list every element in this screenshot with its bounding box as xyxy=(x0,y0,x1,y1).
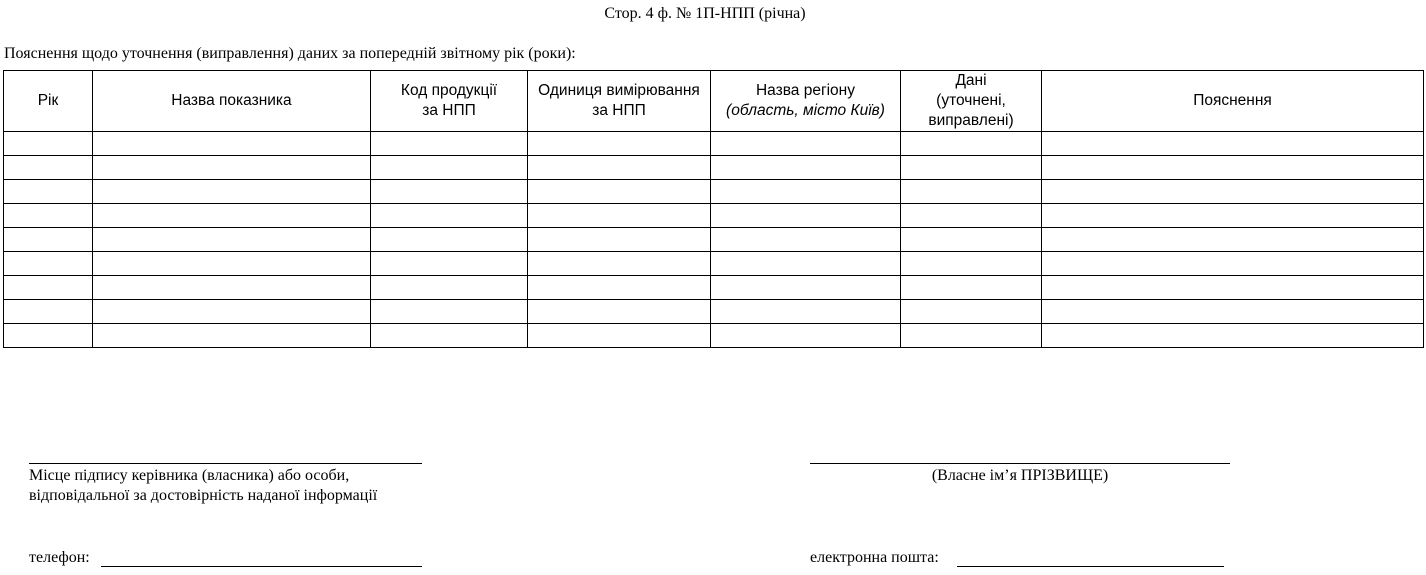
table-cell[interactable] xyxy=(1042,180,1424,204)
table-cell[interactable] xyxy=(901,252,1042,276)
signature-caption-line2: відповідальної за достовірність наданої інформації xyxy=(29,487,378,504)
column-header-indicator-name: Назва показника xyxy=(93,71,371,132)
table-cell[interactable] xyxy=(1042,204,1424,228)
table-cell[interactable] xyxy=(4,156,93,180)
table-cell[interactable] xyxy=(371,156,528,180)
table-cell[interactable] xyxy=(4,132,93,156)
table-cell[interactable] xyxy=(528,228,711,252)
table-row xyxy=(4,276,1424,300)
table-cell[interactable] xyxy=(93,204,371,228)
table-cell[interactable] xyxy=(901,324,1042,348)
table-cell[interactable] xyxy=(4,300,93,324)
table-cell[interactable] xyxy=(901,276,1042,300)
table-cell[interactable] xyxy=(711,180,901,204)
table-cell[interactable] xyxy=(1042,156,1424,180)
table-cell[interactable] xyxy=(371,228,528,252)
corrections-table xyxy=(3,70,1424,348)
table-cell[interactable] xyxy=(711,204,901,228)
table-cell[interactable] xyxy=(901,228,1042,252)
table-cell[interactable] xyxy=(711,156,901,180)
column-header-product-code xyxy=(371,71,528,132)
table-cell[interactable] xyxy=(371,204,528,228)
table-cell[interactable] xyxy=(4,204,93,228)
table-cell[interactable] xyxy=(711,252,901,276)
table-cell[interactable] xyxy=(711,228,901,252)
table-row xyxy=(4,228,1424,252)
table-cell[interactable] xyxy=(1042,252,1424,276)
page-header: Стор. 4 ф. № 1П-НПП (річна) xyxy=(604,5,806,22)
signature-caption-line1: Місце підпису керівника (власника) або особи, xyxy=(29,467,350,484)
table-row xyxy=(4,252,1424,276)
table-cell[interactable] xyxy=(93,156,371,180)
phone-field[interactable] xyxy=(101,566,422,567)
table-cell[interactable] xyxy=(93,324,371,348)
table-cell[interactable] xyxy=(93,228,371,252)
table-row xyxy=(4,156,1424,180)
table-cell[interactable] xyxy=(901,204,1042,228)
column-header-explanation: Пояснення xyxy=(1042,71,1424,132)
email-field[interactable] xyxy=(957,566,1224,567)
table-cell[interactable] xyxy=(371,300,528,324)
table-cell[interactable] xyxy=(711,132,901,156)
column-header-region xyxy=(711,71,901,132)
table-cell[interactable] xyxy=(711,276,901,300)
table-row xyxy=(4,204,1424,228)
region-subtitle: (область, місто Київ) xyxy=(726,102,885,119)
column-header-year: Рік xyxy=(4,71,93,132)
column-header-unit xyxy=(528,71,711,132)
table-row xyxy=(4,180,1424,204)
table-cell[interactable] xyxy=(1042,324,1424,348)
table-cell[interactable] xyxy=(4,180,93,204)
table-cell[interactable] xyxy=(528,132,711,156)
table-cell[interactable] xyxy=(4,324,93,348)
table-cell[interactable] xyxy=(528,276,711,300)
table-cell[interactable] xyxy=(1042,276,1424,300)
table-cell[interactable] xyxy=(4,252,93,276)
unit-label: Одиниця вимірювання за НПП xyxy=(538,82,700,119)
table-cell[interactable] xyxy=(901,180,1042,204)
table-cell[interactable] xyxy=(93,300,371,324)
signature-line-left[interactable] xyxy=(29,463,422,464)
data-label: Дані (уточнені, виправлені) xyxy=(928,72,1014,129)
name-line-right[interactable] xyxy=(810,463,1230,464)
table-cell[interactable] xyxy=(901,132,1042,156)
table-cell[interactable] xyxy=(93,180,371,204)
table-cell[interactable] xyxy=(528,300,711,324)
table-cell[interactable] xyxy=(901,300,1042,324)
table-cell[interactable] xyxy=(371,276,528,300)
name-caption: (Власне ім’я ПРІЗВИЩЕ) xyxy=(931,467,1109,484)
table-cell[interactable] xyxy=(528,324,711,348)
table-cell[interactable] xyxy=(371,252,528,276)
table-cell[interactable] xyxy=(1042,300,1424,324)
table-header-row xyxy=(4,71,1424,132)
table-cell[interactable] xyxy=(711,324,901,348)
table-cell[interactable] xyxy=(528,156,711,180)
table-cell[interactable] xyxy=(371,132,528,156)
table-cell[interactable] xyxy=(93,276,371,300)
table-cell[interactable] xyxy=(93,252,371,276)
column-header-data xyxy=(901,71,1042,132)
intro-text: Пояснення щодо уточнення (виправлення) даних за попередній звітному рік (роки): xyxy=(4,45,576,62)
table-cell[interactable] xyxy=(93,132,371,156)
table-cell[interactable] xyxy=(528,204,711,228)
phone-label: телефон: xyxy=(29,549,90,566)
table-cell[interactable] xyxy=(528,252,711,276)
table-cell[interactable] xyxy=(371,180,528,204)
table-cell[interactable] xyxy=(711,300,901,324)
table-cell[interactable] xyxy=(4,276,93,300)
table-row xyxy=(4,324,1424,348)
product-code-label: Код продукції за НПП xyxy=(400,82,498,119)
table-cell[interactable] xyxy=(1042,228,1424,252)
table-cell[interactable] xyxy=(528,180,711,204)
table-cell[interactable] xyxy=(371,324,528,348)
region-label: Назва регіону xyxy=(755,82,855,99)
table-cell[interactable] xyxy=(4,228,93,252)
table-row xyxy=(4,132,1424,156)
email-label: електронна пошта: xyxy=(810,549,939,566)
table-cell[interactable] xyxy=(1042,132,1424,156)
table-cell[interactable] xyxy=(901,156,1042,180)
table-row xyxy=(4,300,1424,324)
